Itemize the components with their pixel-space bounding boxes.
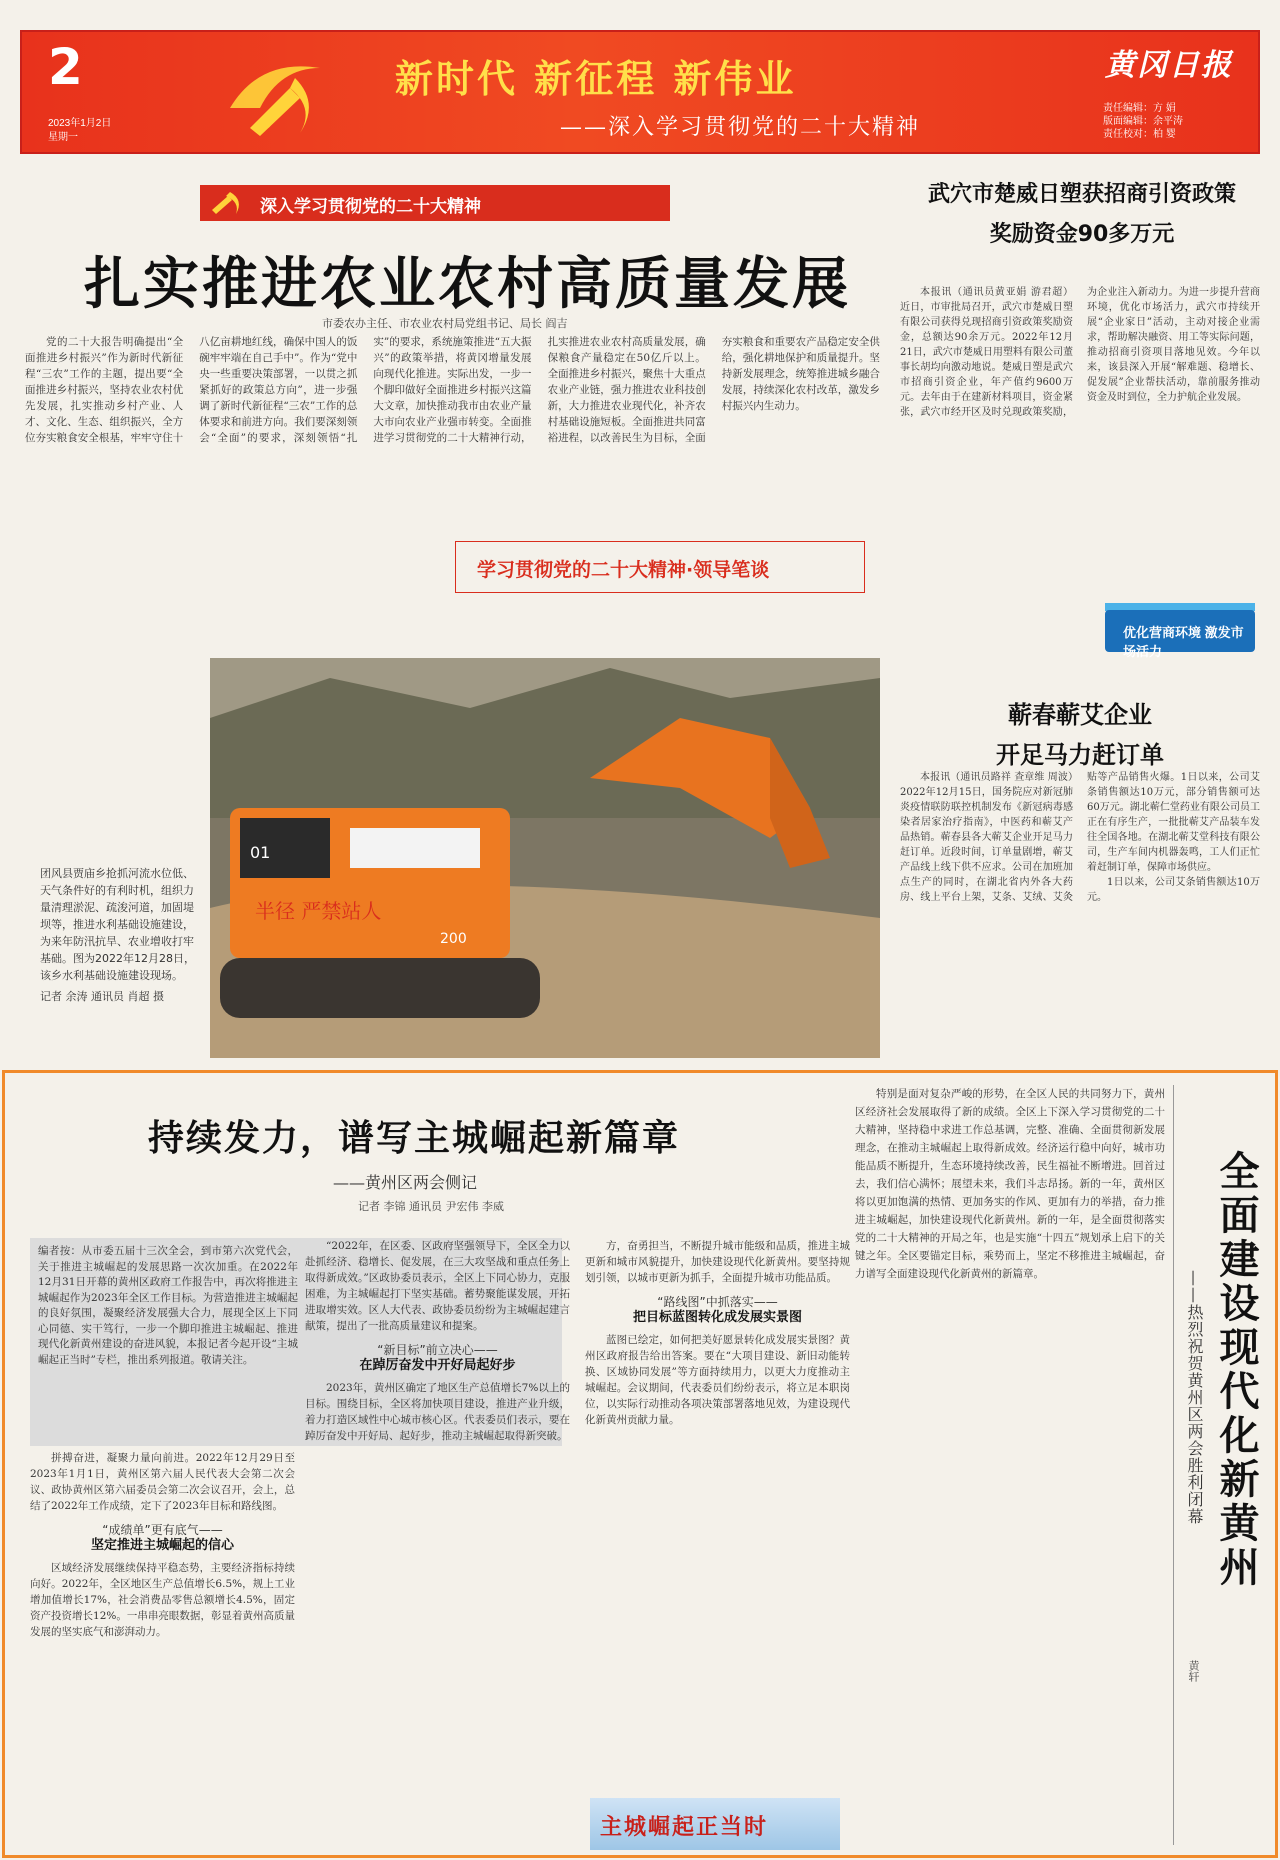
article-paragraph: 2023年，黄州区确定了地区生产总值增长7%以上的目标。围绕目标，全区将加快项目建设，推进产业升级，着力打造区域性中心城市核心区。代表委员们表示，要在踔厉奋发中开好局、起好步，推动主城崛起取得新突破。 [305, 1382, 570, 1442]
article-paragraph: 党的二十大报告明确提出“全面推进乡村振兴”作为新时代新征程“三农”工作的主题，提出要“全面推进乡村振兴，坚持农业农村优先发展，扎实推动乡村产业、人才、文化、生态、组织振兴，全方位夯实粮食安全根基，牢牢守住十八亿亩耕地红线，确保中国人的饭碗牢牢端在自己手中”。作为“党中央一些重要决策部署，一以贯之抓紧抓好的政策总方向”，进一步强调了新时代新征程“三农”工作的总体要求和前进方向。我们要深刻领会“全面”的要求，深刻领悟“扎实”的要求，系统施策推进“五大振兴”的政策举措，将黄冈增量发展向现代化推进。实际出发，一步一个脚印做好全面推进乡村振兴这篇大文章，加快推动我市由农业产量大市向农业产业强市转变。全面推进学习贯彻党的二十大精神行动，扎实推进农业农村高质量发展，确保粮食产量稳定在50亿斤以上。全面推进乡村振兴，聚焦十大重点农业产业链，强力推进农业科技创新，大力推进农业现代化，补齐农村基础设施短板。全面推进共同富裕进程，以改善民生为目标，全面夯实粮食和重要农产品稳定安全供给，强化耕地保护和质量提升。坚持新发展理念，统筹推进城乡融合发展，持续深化农村改革，激发乡村振兴内生动力。 [25, 336, 880, 444]
subheading [585, 1294, 850, 1326]
commentary-vertical-subtitle: ——热烈祝贺黄州区两会胜利闭幕 [1185, 1270, 1204, 1525]
commentary-author: 黄轩 [1187, 1660, 1200, 1682]
main-article-title[interactable]: 扎实推进农业农村高质量发展 [84, 252, 851, 317]
article-paragraph: “2022年，在区委、区政府坚强领导下，全区全力以赴抓经济、稳增长、促发展，在三大攻坚战和重点任务上取得新成效。”区政协委员表示，全区上下同心协力，克服困难，为主城崛起打下坚实基础。蓄势聚能谋发展，开拓进取增实效。区人大代表、政协委员纷纷为主城崛起建言献策，提出了一批高质量建议和提案。 [305, 1240, 570, 1332]
photo-credit: 记者 余涛 通讯员 肖超 摄 [40, 990, 164, 1003]
editor-credit: 责任校对：柏 婴 [1103, 129, 1176, 140]
photo-machine-number: 200 [440, 931, 467, 947]
subheading-title: 把目标蓝图转化成发展实景图 [632, 1310, 802, 1325]
subheading-title: 坚定推进主城崛起的信心 [90, 1538, 234, 1553]
feature-column-c [585, 1238, 850, 1848]
subheading [30, 1522, 295, 1554]
headline-line: 奖励资金90多万元 [989, 222, 1175, 247]
promo-banner-text: 主城崛起正当时 [600, 1815, 769, 1840]
masthead-slogan: 新时代 新征程 新伟业 [395, 57, 797, 101]
commentary-body [855, 1085, 1165, 1855]
issue-weekday: 星期一 [48, 132, 78, 143]
right-middle-article-title[interactable] [900, 695, 1260, 775]
feature-byline: 记者 李锦 通讯员 尹宏伟 李威 [358, 1200, 504, 1213]
subheading-title: 在踔厉奋发中开好局起好步 [359, 1358, 516, 1373]
article-paragraph: 1日以来，公司艾条销售额达10万元。 [1087, 877, 1260, 903]
party-emblem-icon [220, 48, 370, 143]
commentary-vertical-title[interactable]: 全面建设现代化新黄州 [1213, 1150, 1259, 1590]
article-paragraph: 区域经济发展继续保持平稳态势，主要经济指标持续向好。2022年，全区地区生产总值增长6.5%，规上工业增加值增长17%，社会消费品零售总额增长4.5%，固定资产投资增长12%。一串串亮眼数据，彰显着黄州高质量发展的坚实底气和澎湃动力。 [30, 1562, 295, 1638]
editor-credit: 版面编辑：余平涛 [1103, 116, 1183, 127]
article-paragraph: 本报讯（通讯员路祥 查章维 周波）2022年12月15日，国务院应对新冠肺炎疫情联防联控机制发布《新冠病毒感染者居家治疗指南》，中医药和蕲艾产品热销。蕲春县各大蕲艾企业开足马力赶订单。近段时间，订单量剧增，蕲艾产品线上线下供不应求。公司在加班加点生产的同时，在湖北省内外各大药房、线上平台上架，艾条、艾绒、艾灸贴等产品销售火爆。1日以来，公司艾条销售额达10万元，部分销售额可达60万元。湖北蕲仁堂药业有限公司员工正在有序生产，一批批蕲艾产品装车发往全国各地。在湖北蕲艾堂科技有限公司，生产车间内机器轰鸣，工人们正忙着赶制订单，保障市场供应。 [900, 772, 1260, 903]
subheading [305, 1342, 570, 1374]
article-paragraph: 特别是面对复杂严峻的形势，在全区人民的共同努力下，黄州区经济社会发展取得了新的成绩。全区上下深入学习贯彻党的二十大精神，坚持稳中求进工作总基调，完整、准确、全面贯彻新发展理念，在推动主城崛起上取得新成效。经济运行稳中向好，城市功能品质不断提升，生态环境持续改善，民生福祉不断增进。回首过去，我们信心满怀；展望未来，我们斗志昂扬。新的一年，黄州区将以更加饱满的热情、更加务实的作风、更加有力的举措，奋力推进主城崛起，加快建设现代化新黄州。新的一年，是全面贯彻落实党的二十大精神的开局之年，也是实施“十四五”规划承上启下的关键之年。全区要锚定目标，乘势而上，坚定不移推进主城崛起，奋力谱写全面建设现代化新黄州的新篇章。 [855, 1088, 1165, 1280]
caption-text: 团风县贾庙乡抢抓河流水位低、天气条件好的有利时机，组织力量清理淤泥、疏浚河道，加固堤坝等，推进水利基础设施建设，为来年防汛抗旱、农业增收打牢基础。图为2022年12月28日，该乡水利基础设施建设现场。 [40, 867, 195, 982]
article-paragraph: 蓝图已绘定，如何把美好愿景转化成发展实景图？黄州区政府报告给出答案。要在“大项目建设、新旧动能转换、区域协同发展”等方面持续用力，以更大力度推动主城崛起。会议期间，代表委员们纷纷表示，将立足本职岗位，以实际行动推动各项决策部署落地见效，为建设现代化新黄州贡献力量。 [585, 1334, 850, 1426]
subheading-kicker: “路线图”中抓落实—— [657, 1295, 778, 1309]
feature-column-a [30, 1450, 295, 1850]
column-divider [1173, 1085, 1174, 1845]
headline-line: 蕲春蕲艾企业 [1008, 701, 1152, 729]
page-number: 2 [48, 38, 83, 96]
excavator-photo-illustration [210, 658, 880, 1058]
feature-title[interactable]: 持续发力，谱写主城崛起新篇章 [148, 1118, 681, 1159]
subheading-kicker: “新目标”前立决心—— [377, 1343, 498, 1357]
right-top-article-title[interactable] [902, 175, 1262, 255]
main-article-byline: 市委农办主任、市农业农村局党组书记、局长 阎吉 [322, 317, 568, 330]
article-paragraph: 本报讯（通讯员黄亚娟 游君超）近日，市审批局召开，武穴市楚威日塑有限公司获得兑现招商引资政策奖励资金，总额达90余万元。2022年12月21日，武穴市楚威日用塑料有限公司董事长胡均向激动地说。楚威日塑是武穴市招商引资企业，年产值约9600万元。去年由于在建新材料项目，资金紧张，武穴市经开区及时兑现政策奖励，为企业注入新动力。为进一步提升营商环境，优化市场活力，武穴市持续开展“企业家日”活动，主动对接企业需求，帮助解决融资、用工等实际问题，推动招商引资项目落地见效。今年以来，该县深入开展“解难题、稳增长、促发展”企业帮扶活动，靠前服务推动资金及时到位，全力护航企业发展。 [900, 287, 1260, 418]
headline-line: 开足马力赶订单 [996, 741, 1164, 769]
party-emblem-icon [208, 188, 252, 218]
issue-date: 2023年1月2日 [48, 118, 112, 129]
editor-credits [1103, 102, 1183, 141]
feature-subtitle: ——黄州区两会侧记 [333, 1173, 478, 1192]
promo-badge: 优化营商环境 激发市场活力 [1105, 610, 1255, 652]
masthead-slogan-subtitle: ——深入学习贯彻党的二十大精神 [560, 115, 921, 140]
newspaper-logo[interactable]: 黄冈日报 [1105, 48, 1233, 83]
column-label: 学习贯彻党的二十大精神·领导笔谈 [473, 555, 773, 582]
feature-column-b [305, 1238, 570, 1848]
photo-vehicle-label: 01 [250, 843, 271, 862]
section-banner: 深入学习贯彻党的二十大精神 [200, 185, 670, 221]
right-middle-article-body [900, 770, 1260, 1060]
editor-note: 编者按：从市委五届十三次全会，到市第六次党代会，关于推进主城崛起的发展思路一次次加重。在2022年12月31日开幕的黄州区政府工作报告中，再次将推进主城崛起作为2023年全区工作目标。为营造推进主城崛起的良好氛围，凝聚经济发展强大合力，展现全区上下同心同德、实干笃行，一步一个脚印推进主城崛起、推进现代化新黄州建设的奋进风貌，本报记者今起开设“主城崛起正当时”专栏，推出系列报道。敬请关注。 [38, 1245, 298, 1366]
article-paragraph: 拼搏奋进，凝聚力量向前进。2022年12月29日至2023年1月1日，黄州区第六届人民代表大会第二次会议、政协黄州区第六届委员会第二次会议召开，会上，总结了2022年工作成绩，定下了2023年目标和路线图。 [30, 1452, 295, 1512]
article-paragraph: 方，奋勇担当，不断提升城市能级和品质，推进主城更新和城市风貌提升，加快建设现代化新黄州。要坚持规划引领，以城市更新为抓手，全面提升城市功能品质。 [585, 1240, 850, 1284]
headline-line: 武穴市楚威日塑获招商引资政策 [927, 182, 1236, 207]
editor-credit: 责任编辑：方 娟 [1103, 103, 1176, 114]
news-photo [210, 658, 880, 1058]
photo-sign: 半径 严禁站人 [255, 899, 382, 923]
subheading-kicker: “成绩单”更有底气—— [102, 1523, 223, 1537]
photo-caption [40, 865, 198, 1005]
